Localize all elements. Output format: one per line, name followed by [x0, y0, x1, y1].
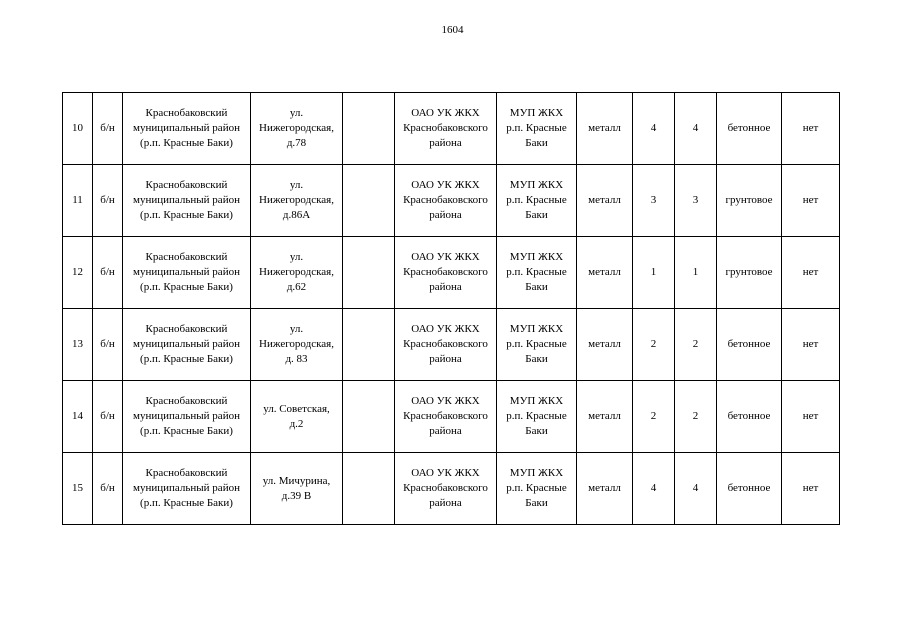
operator-line: р.п. Красные: [506, 482, 567, 494]
address-line: д. 83: [285, 353, 308, 365]
address-line: ул.: [289, 107, 304, 119]
management-company-line: Краснобаковского: [403, 338, 488, 350]
district-cell: [123, 453, 251, 525]
management-company-line: ОАО УК ЖКХ: [411, 251, 480, 263]
operator-cell: [497, 237, 577, 309]
material-cell: металл: [577, 93, 633, 165]
empty-cell: [343, 381, 395, 453]
address-line: Нижегородская,: [259, 338, 334, 350]
management-company-line: Краснобаковского: [403, 266, 488, 278]
address-line: Нижегородская,: [259, 266, 334, 278]
district-line: Краснобаковский: [145, 395, 228, 407]
address-cell: [251, 309, 343, 381]
operator-cell: [497, 381, 577, 453]
empty-cell: [343, 453, 395, 525]
fence-cell: нет: [782, 165, 840, 237]
row-number-cell: 10: [63, 93, 93, 165]
management-company-cell: [395, 453, 497, 525]
district-line: муниципальный район: [133, 122, 240, 134]
operator-line: МУП ЖКХ: [509, 467, 564, 479]
management-company-line: района: [429, 137, 462, 149]
registration-number-cell: б/н: [93, 309, 123, 381]
row-number-cell: 14: [63, 381, 93, 453]
operator-line: Баки: [525, 497, 548, 509]
operator-line: р.п. Красные: [506, 122, 567, 134]
district-line: (р.п. Красные Баки): [140, 137, 233, 149]
address-cell: [251, 381, 343, 453]
operator-line: Баки: [525, 137, 548, 149]
operator-line: Баки: [525, 353, 548, 365]
management-company-line: района: [429, 281, 462, 293]
fence-cell: нет: [782, 453, 840, 525]
operator-cell: [497, 165, 577, 237]
operator-line: МУП ЖКХ: [509, 323, 564, 335]
operator-line: МУП ЖКХ: [509, 395, 564, 407]
management-company-cell: [395, 309, 497, 381]
registration-number-cell: б/н: [93, 93, 123, 165]
count-a-cell: 4: [633, 93, 675, 165]
row-number-cell: 13: [63, 309, 93, 381]
surface-cell: бетонное: [717, 381, 782, 453]
operator-line: Баки: [525, 425, 548, 437]
management-company-line: района: [429, 425, 462, 437]
count-b-cell: 2: [675, 381, 717, 453]
count-a-cell: 3: [633, 165, 675, 237]
registration-number-cell: б/н: [93, 165, 123, 237]
operator-cell: [497, 453, 577, 525]
address-cell: [251, 165, 343, 237]
table-body: [63, 93, 840, 525]
table-row: [63, 453, 840, 525]
count-a-cell: 2: [633, 309, 675, 381]
operator-line: Баки: [525, 281, 548, 293]
registration-number-cell: б/н: [93, 453, 123, 525]
count-a-cell: 4: [633, 453, 675, 525]
surface-cell: грунтовое: [717, 237, 782, 309]
operator-line: р.п. Красные: [506, 266, 567, 278]
address-line: д.78: [286, 137, 307, 149]
address-line: д.39 В: [281, 489, 312, 502]
table-row: [63, 381, 840, 453]
district-line: (р.п. Красные Баки): [140, 209, 233, 221]
management-company-cell: [395, 93, 497, 165]
operator-cell: [497, 309, 577, 381]
district-cell: [123, 381, 251, 453]
fence-cell: нет: [782, 237, 840, 309]
operator-line: р.п. Красные: [506, 194, 567, 206]
district-line: (р.п. Красные Баки): [140, 353, 233, 365]
empty-cell: [343, 309, 395, 381]
district-line: Краснобаковский: [145, 467, 228, 479]
management-company-cell: [395, 237, 497, 309]
address-line: д.2: [289, 417, 304, 430]
count-b-cell: 1: [675, 237, 717, 309]
fence-cell: нет: [782, 93, 840, 165]
page-number: 1604: [441, 24, 464, 36]
empty-cell: [343, 237, 395, 309]
management-company-line: района: [429, 353, 462, 365]
row-number-cell: 15: [63, 453, 93, 525]
district-line: (р.п. Красные Баки): [140, 497, 233, 509]
management-company-cell: [395, 165, 497, 237]
surface-cell: бетонное: [717, 93, 782, 165]
management-company-line: Краснобаковского: [403, 122, 488, 134]
address-line: Нижегородская,: [259, 194, 334, 206]
registration-number-cell: б/н: [93, 237, 123, 309]
empty-cell: [343, 93, 395, 165]
registration-number-cell: б/н: [93, 381, 123, 453]
operator-line: р.п. Красные: [506, 338, 567, 350]
table-row: [63, 309, 840, 381]
district-line: Краснобаковский: [145, 251, 228, 263]
management-company-line: Краснобаковского: [403, 194, 488, 206]
count-b-cell: 4: [675, 93, 717, 165]
material-cell: металл: [577, 237, 633, 309]
operator-line: МУП ЖКХ: [509, 107, 564, 119]
district-line: муниципальный район: [133, 482, 240, 494]
address-line: ул.: [289, 251, 304, 263]
address-cell: [251, 237, 343, 309]
registry-table: [62, 92, 840, 525]
district-line: (р.п. Красные Баки): [140, 425, 233, 437]
row-number-cell: 12: [63, 237, 93, 309]
surface-cell: грунтовое: [717, 165, 782, 237]
management-company-line: ОАО УК ЖКХ: [411, 395, 480, 407]
operator-line: МУП ЖКХ: [509, 251, 564, 263]
district-line: Краснобаковский: [145, 323, 228, 335]
management-company-line: ОАО УК ЖКХ: [411, 107, 480, 119]
district-line: (р.п. Красные Баки): [140, 281, 233, 293]
surface-cell: бетонное: [717, 309, 782, 381]
count-a-cell: 2: [633, 381, 675, 453]
management-company-line: района: [429, 497, 462, 509]
operator-line: р.п. Красные: [506, 410, 567, 422]
management-company-line: Краснобаковского: [403, 482, 488, 494]
material-cell: металл: [577, 165, 633, 237]
district-line: муниципальный район: [133, 266, 240, 278]
material-cell: металл: [577, 453, 633, 525]
count-a-cell: 1: [633, 237, 675, 309]
address-line: ул. Мичурина,: [262, 474, 331, 487]
operator-line: Баки: [525, 209, 548, 221]
table-row: [63, 93, 840, 165]
fence-cell: нет: [782, 381, 840, 453]
district-line: Краснобаковский: [145, 107, 228, 119]
operator-cell: [497, 93, 577, 165]
district-line: муниципальный район: [133, 194, 240, 206]
address-line: ул.: [289, 323, 304, 335]
management-company-line: ОАО УК ЖКХ: [411, 323, 480, 335]
district-line: Краснобаковский: [145, 179, 228, 191]
operator-line: МУП ЖКХ: [509, 179, 564, 191]
material-cell: металл: [577, 381, 633, 453]
address-cell: [251, 453, 343, 525]
district-cell: [123, 309, 251, 381]
address-line: д.86А: [282, 209, 311, 221]
fence-cell: нет: [782, 309, 840, 381]
district-cell: [123, 165, 251, 237]
management-company-line: района: [429, 209, 462, 221]
surface-cell: бетонное: [717, 453, 782, 525]
address-line: ул.: [289, 179, 304, 191]
empty-cell: [343, 165, 395, 237]
district-cell: [123, 93, 251, 165]
count-b-cell: 2: [675, 309, 717, 381]
district-line: муниципальный район: [133, 338, 240, 350]
count-b-cell: 3: [675, 165, 717, 237]
address-cell: [251, 93, 343, 165]
management-company-cell: [395, 381, 497, 453]
management-company-line: ОАО УК ЖКХ: [411, 179, 480, 191]
address-line: д.62: [286, 281, 307, 293]
table-row: [63, 237, 840, 309]
address-line: ул. Советская,: [263, 402, 330, 415]
table-row: [63, 165, 840, 237]
district-line: муниципальный район: [133, 410, 240, 422]
count-b-cell: 4: [675, 453, 717, 525]
management-company-line: Краснобаковского: [403, 410, 488, 422]
management-company-line: ОАО УК ЖКХ: [411, 467, 480, 479]
address-line: Нижегородская,: [259, 122, 334, 134]
material-cell: металл: [577, 309, 633, 381]
district-cell: [123, 237, 251, 309]
row-number-cell: 11: [63, 165, 93, 237]
